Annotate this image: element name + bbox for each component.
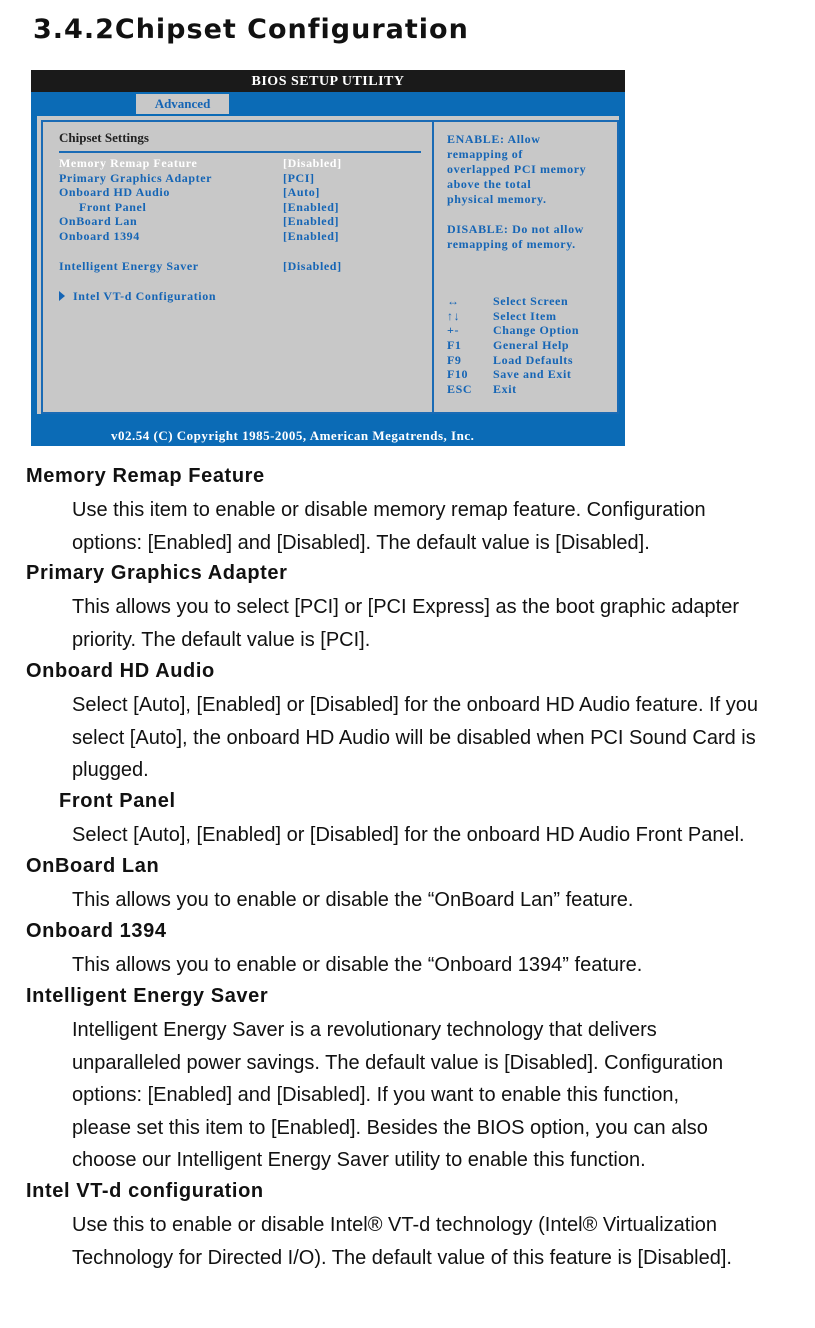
doc-body-front-panel — [72, 819, 792, 852]
bios-item-primary-graphics[interactable] — [59, 171, 419, 186]
doc-line: select [Auto], the onboard HD Audio will be disabled when PCI Sound Card is — [72, 726, 756, 749]
tab-advanced[interactable]: Advanced — [136, 94, 229, 114]
bios-screenshot — [31, 70, 625, 446]
key-desc: General Help — [493, 338, 570, 353]
help-line — [447, 207, 615, 222]
bios-item-label: Intel VT-d Configuration — [73, 289, 217, 303]
doc-line: priority. The default value is [PCI]. — [72, 628, 371, 651]
bios-item-label: Onboard HD Audio — [59, 185, 170, 199]
help-line: remapping of memory. — [447, 237, 576, 251]
doc-heading-vtd: Intel VT-d configuration — [26, 1180, 264, 1202]
key-row — [447, 294, 615, 309]
doc-line: Intelligent Energy Saver is a revolutionary technology that delivers — [72, 1019, 657, 1041]
key-row — [447, 353, 615, 368]
bios-help-text — [447, 132, 615, 252]
doc-line: plugged. — [72, 759, 149, 781]
bios-title: BIOS SETUP UTILITY — [31, 70, 625, 92]
doc-line: This allows you to enable or disable the “Onboard 1394” feature. — [72, 954, 643, 976]
help-line: overlapped PCI memory — [447, 162, 587, 176]
doc-line: This allows you to enable or disable the “OnBoard Lan” feature. — [72, 889, 634, 911]
doc-heading-memory-remap: Memory Remap Feature — [26, 465, 265, 487]
doc-body-primary-graphics — [72, 591, 792, 656]
key-desc: Change Option — [493, 323, 580, 338]
bios-key-legend — [447, 294, 615, 397]
key-name: F10 — [447, 367, 469, 382]
help-line: physical memory. — [447, 192, 547, 206]
doc-line: options: [Enabled] and [Disabled]. The default value is [Disabled]. — [72, 531, 650, 554]
bios-item-label: Onboard 1394 — [59, 229, 140, 243]
doc-body-vtd — [72, 1209, 792, 1274]
bios-tab-bar — [31, 92, 625, 114]
bios-heading: Chipset Settings — [59, 130, 149, 145]
bios-item-hd-audio[interactable] — [59, 185, 419, 200]
bios-item-label: Memory Remap Feature — [59, 156, 198, 170]
key-desc: Save and Exit — [493, 367, 572, 382]
bios-divider — [432, 122, 434, 412]
bios-item-label: Intelligent Energy Saver — [59, 259, 199, 273]
doc-line: Select [Auto], [Enabled] or [Disabled] for the onboard HD Audio Front Panel. — [72, 824, 745, 846]
key-name: ↔ — [447, 294, 460, 308]
bios-item-onboard-lan[interactable] — [59, 214, 419, 229]
bios-item-label: OnBoard Lan — [59, 214, 138, 228]
bios-item-memory-remap[interactable] — [59, 156, 419, 171]
bios-footer — [31, 426, 625, 446]
bios-item-value: [Disabled] — [283, 156, 342, 170]
help-line: DISABLE: Do not allow — [447, 222, 584, 236]
doc-heading-front-panel: Front Panel — [59, 790, 176, 812]
doc-line: Technology for Directed I/O). The default value of this feature is [Disabled]. — [72, 1246, 732, 1269]
help-line: ENABLE: Allow — [447, 132, 541, 146]
bios-item-label: Primary Graphics Adapter — [59, 171, 213, 185]
bios-item-vtd-config[interactable] — [59, 289, 419, 304]
doc-body-onboard-lan — [72, 884, 792, 917]
key-desc: Select Item — [493, 308, 557, 323]
doc-heading-onboard-1394: Onboard 1394 — [26, 920, 167, 942]
submenu-arrow-icon — [59, 291, 65, 301]
doc-line: options: [Enabled] and [Disabled]. If you want to enable this function, — [72, 1084, 680, 1106]
key-row — [447, 367, 615, 382]
key-row — [447, 338, 615, 353]
doc-heading-hd-audio: Onboard HD Audio — [26, 660, 215, 682]
help-line: remapping of — [447, 147, 523, 161]
key-name: ↑↓ — [447, 308, 461, 323]
bios-item-onboard-1394[interactable] — [59, 229, 419, 244]
doc-body-memory-remap — [72, 494, 792, 559]
doc-line: Select [Auto], [Enabled] or [Disabled] for the onboard HD Audio feature. If you — [72, 694, 758, 716]
key-desc: Load Defaults — [493, 352, 574, 367]
key-row — [447, 323, 615, 338]
doc-line: unparalleled power savings. The default value is [Disabled]. Configuration — [72, 1051, 724, 1074]
doc-line: Use this item to enable or disable memory remap feature. Configuration — [72, 499, 706, 521]
doc-body-hd-audio — [72, 689, 792, 787]
bios-heading-rule — [59, 151, 421, 153]
bios-panel — [35, 114, 621, 416]
key-name: +- — [447, 323, 460, 338]
key-desc: Exit — [493, 382, 517, 397]
key-desc: Select Screen — [493, 294, 569, 308]
key-row — [447, 382, 615, 397]
doc-heading-onboard-lan: OnBoard Lan — [26, 855, 160, 877]
bios-item-label: Front Panel — [79, 200, 147, 214]
submenu-label-wrap — [59, 289, 216, 304]
doc-line: This allows you to select [PCI] or [PCI Express] as the boot graphic adapter — [72, 596, 739, 618]
doc-line: please set this item to [Enabled]. Besides the BIOS option, you can also — [72, 1116, 708, 1139]
bios-item-value: [Enabled] — [283, 229, 340, 243]
help-line: above the total — [447, 177, 532, 191]
bios-copyright: v02.54 (C) Copyright 1985-2005, American Megatrends, Inc. — [111, 428, 475, 443]
bios-item-value: [Auto] — [283, 185, 320, 199]
doc-body-onboard-1394 — [72, 949, 792, 982]
key-row — [447, 309, 615, 324]
section-title: 3.4.2Chipset Configuration — [33, 14, 469, 45]
doc-line: Use this to enable or disable Intel® VT-d technology (Intel® Virtualization — [72, 1214, 718, 1236]
bios-item-value: [PCI] — [283, 171, 315, 185]
bios-item-energy-saver[interactable] — [59, 259, 419, 274]
doc-heading-energy-saver: Intelligent Energy Saver — [26, 985, 269, 1007]
bios-item-value: [Enabled] — [283, 214, 340, 228]
key-name: F1 — [447, 338, 462, 353]
doc-line: choose our Intelligent Energy Saver utility to enable this function. — [72, 1149, 646, 1171]
bios-inner-frame — [41, 120, 619, 414]
bios-item-value: [Disabled] — [283, 259, 342, 273]
doc-body-energy-saver — [72, 1014, 792, 1177]
doc-heading-primary-graphics: Primary Graphics Adapter — [26, 562, 288, 584]
bios-item-value: [Enabled] — [283, 200, 340, 214]
key-name: ESC — [447, 382, 473, 397]
key-name: F9 — [447, 352, 462, 367]
bios-item-front-panel[interactable] — [59, 200, 419, 215]
